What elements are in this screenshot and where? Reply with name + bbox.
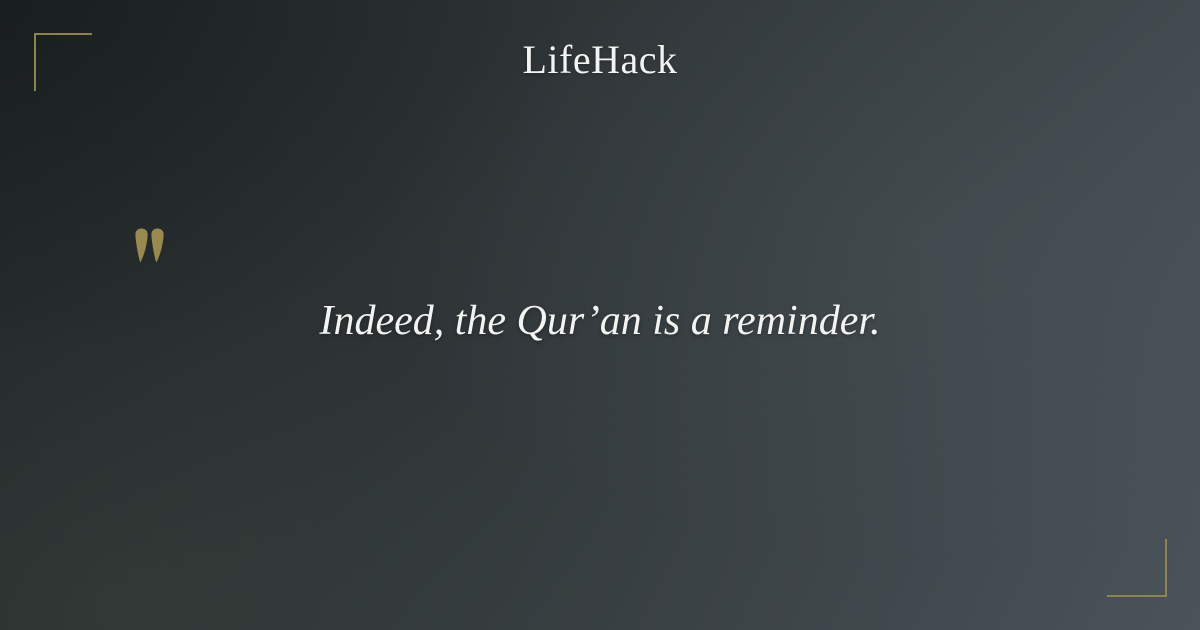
quote-mark-icon (134, 228, 164, 263)
quote-text: Indeed, the Qur’an is a reminder. (319, 298, 881, 344)
brand-logo: LifeHack (522, 37, 678, 82)
corner-bracket-bottom-right-icon (1107, 539, 1167, 597)
